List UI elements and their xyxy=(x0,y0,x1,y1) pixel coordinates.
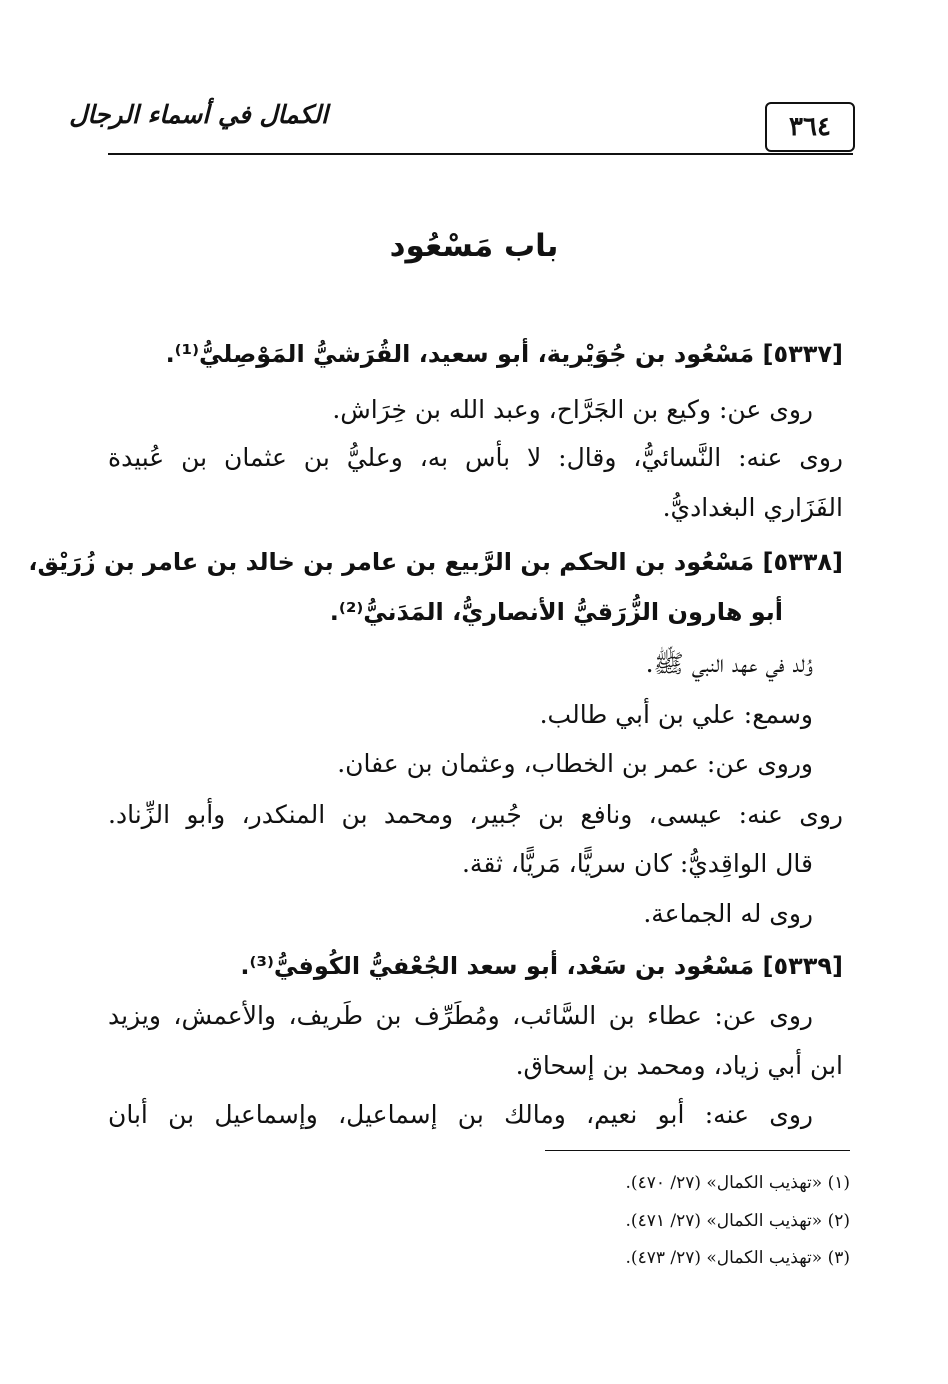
entry-heading-5337: [٥٣٣٧] مَسْعُود بن جُوَيْرية، أبو سعيد، القُرَشيُّ المَوْصِليُّ⁽¹⁾. xyxy=(165,340,843,368)
header-rule xyxy=(108,153,853,155)
text-line: روى عنه: النَّسائيُّ، وقال: لا بأس به، وعليُّ بن عثمان بن عُبيدة xyxy=(108,443,843,472)
entry-heading-5338-cont: أبو هارون الزُّرَقيُّ الأنصاريُّ، المَدَنيُّ⁽²⁾. xyxy=(329,598,783,626)
text-line: روى عن: وكيع بن الجَرَّاح، وعبد الله بن خِرَاش. xyxy=(332,395,813,424)
text-line: روى عنه: أبو نعيم، ومالك بن إسماعيل، وإسماعيل بن أبان xyxy=(108,1100,813,1129)
text-line: الفَزَاري البغداديُّ. xyxy=(662,493,843,522)
footnote-2: (٢) «تهذيب الكمال» (٢٧/ ٤٧١). xyxy=(625,1211,850,1231)
entry-heading-5339: [٥٣٣٩] مَسْعُود بن سَعْد، أبو سعد الجُعْفيُّ الكُوفيُّ⁽³⁾. xyxy=(240,952,843,980)
text-line: روى عن: عطاء بن السَّائب، ومُطَرِّف بن طَريف، والأعمش، ويزيد xyxy=(108,1001,813,1030)
page-number: ٣٦٤ xyxy=(765,102,855,152)
footnote-3: (٣) «تهذيب الكمال» (٢٧/ ٤٧٣). xyxy=(625,1248,850,1268)
text-line: وروى عن: عمر بن الخطاب، وعثمان بن عفان. xyxy=(337,749,813,778)
running-header-title: الكمال في أسماء الرجال xyxy=(69,100,328,129)
text-line: روى عنه: عيسى، ونافع بن جُبير، ومحمد بن المنكدر، وأبو الزِّناد. xyxy=(108,800,843,829)
text-line: روى له الجماعة. xyxy=(643,899,813,928)
text-line: قال الواقِديُّ: كان سريًّا، مَريًّا، ثقة. xyxy=(461,849,813,878)
text-line: ابن أبي زياد، ومحمد بن إسحاق. xyxy=(515,1051,843,1080)
chapter-title: باب مَسْعُود xyxy=(389,228,559,264)
entry-heading-5338: [٥٣٣٨] مَسْعُود بن الحكم بن الرَّبيع بن عامر بن خالد بن عامر بن زُرَيْق، xyxy=(28,548,843,576)
text-line: وُلد في عهد النبي ﷺ. xyxy=(645,649,813,678)
text-line: وسمع: علي بن أبي طالب. xyxy=(539,700,813,729)
footnote-rule xyxy=(545,1150,850,1151)
footnote-1: (١) «تهذيب الكمال» (٢٧/ ٤٧٠). xyxy=(625,1173,850,1193)
